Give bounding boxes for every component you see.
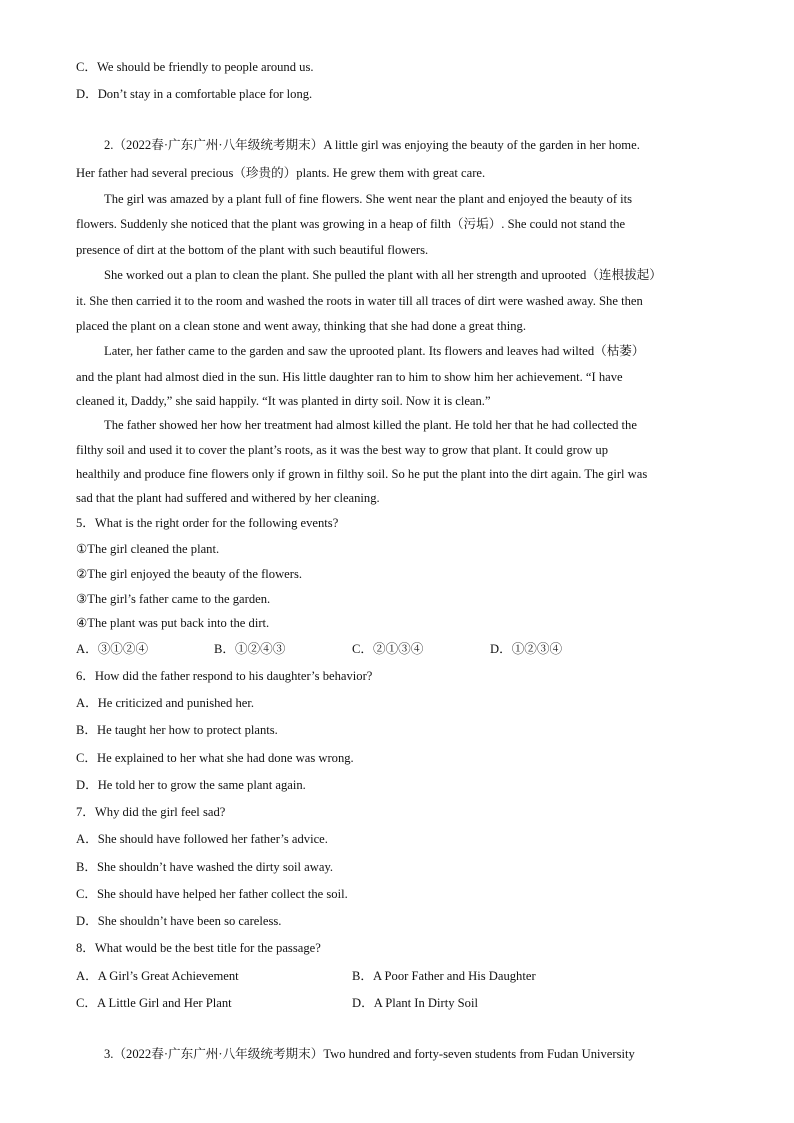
q8-option-d[interactable]: D．A Plant In Dirty Soil (352, 996, 478, 1010)
q8-option-b[interactable]: B．A Poor Father and His Daughter (352, 969, 536, 983)
passage-line: cleaned it, Daddy,” she said happily. “It was planted in dirty soil. Now it is clean.” (76, 394, 491, 408)
q7-option-a[interactable]: A．She should have followed her father’s advice. (76, 832, 328, 846)
q5-stem: 5．What is the right order for the following events? (76, 516, 339, 530)
q5-event: ③The girl’s father came to the garden. (76, 592, 271, 606)
passage-line: it. She then carried it to the room and washed the roots in water till all traces of dirt were washed away. She then (76, 294, 643, 308)
passage-line: presence of dirt at the bottom of the plant with such beautiful flowers. (76, 243, 429, 257)
q7-stem: 7．Why did the girl feel sad? (76, 805, 226, 819)
passage-line: She worked out a plan to clean the plant. She pulled the plant with all her strength and uprooted（连根拔起） (104, 268, 662, 282)
passage-line: The father showed her how her treatment had almost killed the plant. He told her that he had collected the (104, 418, 637, 432)
passage-line: healthily and produce fine flowers only if grown in filthy soil. So he put the plant into the dirt again. The girl was (76, 467, 648, 481)
q5-option-d[interactable]: D．①②③④ (490, 642, 563, 656)
q8-option-c[interactable]: C．A Little Girl and Her Plant (76, 996, 232, 1010)
passage-header: 2.（2022春·广东广州·八年级统考期末）A little girl was enjoying the beauty of the garden in her home. (104, 138, 640, 152)
q5-option-b[interactable]: B．①②④③ (214, 642, 286, 656)
q6-stem: 6．How did the father respond to his daughter’s behavior? (76, 669, 373, 683)
q6-option-a[interactable]: A．He criticized and punished her. (76, 696, 255, 710)
prev-option-d: D．Don’t stay in a comfortable place for long. (76, 87, 313, 101)
passage-line: The girl was amazed by a plant full of fine flowers. She went near the plant and enjoyed the beauty of its (104, 192, 633, 206)
passage-line: flowers. Suddenly she noticed that the plant was growing in a heap of filth（污垢）. She could not stand the (76, 217, 626, 231)
q7-option-b[interactable]: B．She shouldn’t have washed the dirty soil away. (76, 860, 334, 874)
passage-line: Her father had several precious（珍贵的）plants. He grew them with great care. (76, 166, 486, 180)
q5-event: ④The plant was put back into the dirt. (76, 616, 270, 630)
q8-option-a[interactable]: A．A Girl’s Great Achievement (76, 969, 239, 983)
q5-option-a[interactable]: A．③①②④ (76, 642, 149, 656)
q7-option-d[interactable]: D．She shouldn’t have been so careless. (76, 914, 282, 928)
q6-option-c[interactable]: C．He explained to her what she had done was wrong. (76, 751, 354, 765)
passage-line: sad that the plant had suffered and withered by her cleaning. (76, 491, 380, 505)
q8-stem: 8．What would be the best title for the passage? (76, 941, 321, 955)
next-passage-header: 3.（2022春·广东广州·八年级统考期末）Two hundred and forty-seven students from Fudan University (104, 1047, 635, 1061)
passage-line: and the plant had almost died in the sun. His little daughter ran to him to show him her achievement. “I have (76, 370, 623, 384)
q5-event: ②The girl enjoyed the beauty of the flowers. (76, 567, 303, 581)
q5-option-c[interactable]: C．②①③④ (352, 642, 424, 656)
passage-line: filthy soil and used it to cover the plant’s roots, as it was the best way to grow that plant. It could grow up (76, 443, 608, 457)
prev-option-c: C．We should be friendly to people around us. (76, 60, 314, 74)
passage-line: Later, her father came to the garden and saw the uprooted plant. Its flowers and leaves had wilted（枯萎） (104, 344, 645, 358)
q7-option-c[interactable]: C．She should have helped her father collect the soil. (76, 887, 348, 901)
q6-option-b[interactable]: B．He taught her how to protect plants. (76, 723, 278, 737)
q6-option-d[interactable]: D．He told her to grow the same plant again. (76, 778, 306, 792)
q5-event: ①The girl cleaned the plant. (76, 542, 220, 556)
passage-line: placed the plant on a clean stone and went away, thinking that she had done a great thing. (76, 319, 526, 333)
